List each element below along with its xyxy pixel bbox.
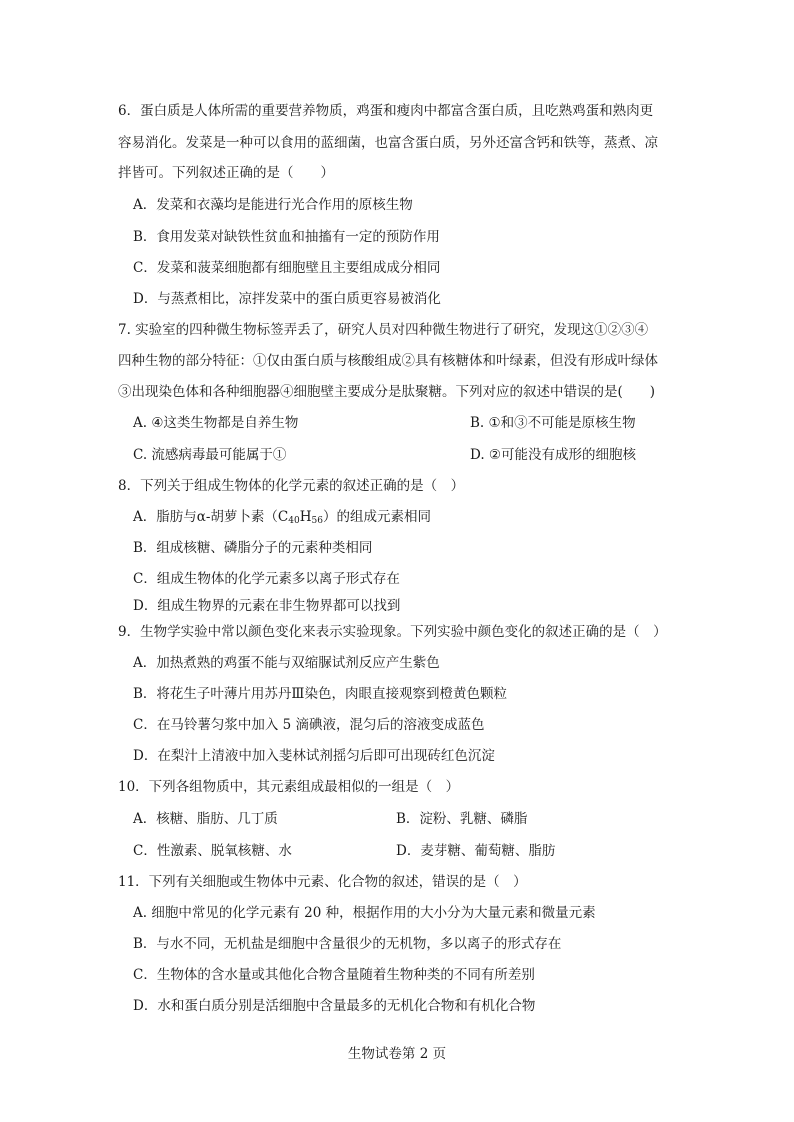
q7-option-a: A. ④这类生物都是自养生物 [133,415,299,431]
page-footer: 生物试卷第 2 页 [347,1046,447,1062]
q10-option-b: B．淀粉、乳糖、磷脂 [396,811,528,827]
q10-option-a: A．核糖、脂肪、几丁质 [133,811,278,827]
q10-option-c: C．性激素、脱氧核糖、水 [133,843,292,859]
q6-option-d: D．与蒸煮相比，凉拌发菜中的蛋白质更容易被消化 [133,291,441,307]
q7-option-b: B. ①和③不可能是原核生物 [470,415,636,431]
q8-option-a-sub-hydrogen: 56 [311,516,323,526]
q11-option-d: D．水和蛋白质分别是活细胞中含量最多的无机化合物和有机化合物 [133,998,536,1014]
q6-stem-line-3: 拌皆可。下列叙述正确的是（ ） [118,165,334,181]
q7-stem-line-3: ③出现染色体和各种细胞器④细胞壁主要成分是肽聚糖。下列对应的叙述中错误的是( ) [118,384,656,400]
q6-option-c: C．发菜和菠菜细胞都有细胞壁且主要组成成分相同 [133,260,441,276]
q8-option-a-sub-carbon: 40 [288,516,300,526]
q7-stem-line-2: 四种生物的部分特征：①仅由蛋白质与核酸组成②具有核糖体和叶绿素，但没有形成叶绿体 [118,353,658,369]
q6-option-a: A．发菜和衣藻均是能进行光合作用的原核生物 [133,197,413,213]
q6-stem-line-2: 容易消化。发菜是一种可以食用的蓝细菌，也富含蛋白质，另外还富含钙和铁等，蒸煮、凉 [118,135,658,151]
q7-option-c: C. 流感病毒最可能属于① [133,447,287,463]
q8-option-a-post: ）的组成元素相同 [322,509,431,525]
q8-option-a [133,507,431,531]
q7-stem-line-1: 7. 实验室的四种微生物标签弄丢了，研究人员对四种微生物进行了研究，发现这①②③④ [118,322,649,338]
q8-option-a-pre: A．脂肪与α-胡萝卜素（C [133,509,289,525]
q9-option-c: C．在马铃薯匀浆中加入 5 滴碘液，混匀后的溶液变成蓝色 [133,717,485,733]
q8-option-d: D．组成生物界的元素在非生物界都可以找到 [133,598,401,614]
q7-option-d: D. ②可能没有成形的细胞核 [470,447,637,463]
q10-option-d: D．麦芽糖、葡萄糖、脂肪 [396,843,556,859]
q8-option-a-mid: H [299,509,312,525]
q11-stem: 11．下列有关细胞或生物体中元素、化合物的叙述，错误的是（ ） [118,874,527,890]
q11-option-c: C．生物体的含水量或其他化合物含量随着生物种类的不同有所差别 [133,967,535,983]
q8-option-b: B．组成核糖、磷脂分子的元素种类相同 [133,540,373,556]
q11-option-b: B．与水不同，无机盐是细胞中含量很少的无机物，多以离子的形式存在 [133,936,562,952]
q6-stem-line-1: 6．蛋白质是人体所需的重要营养物质，鸡蛋和瘦肉中都富含蛋白质，且吃熟鸡蛋和熟肉更 [118,103,654,119]
q9-option-a: A．加热煮熟的鸡蛋不能与双缩脲试剂反应产生紫色 [133,655,440,671]
q10-stem: 10．下列各组物质中，其元素组成最相似的一组是（ ） [118,779,460,795]
q8-stem: 8．下列关于组成生物体的化学元素的叙述正确的是（ ） [118,478,465,494]
q11-option-a: A. 细胞中常见的化学元素有 20 种，根据作用的大小分为大量元素和微量元素 [133,905,596,921]
q6-option-b: B．食用发菜对缺铁性贫血和抽搐有一定的预防作用 [133,229,440,245]
q9-option-b: B．将花生子叶薄片用苏丹Ⅲ染色，肉眼直接观察到橙黄色颗粒 [133,686,507,702]
q9-stem: 9．生物学实验中常以颜色变化来表示实验现象。下列实验中颜色变化的叙述正确的是（ ） [118,624,667,640]
q9-option-d: D．在梨汁上清液中加入斐林试剂摇匀后即可出现砖红色沉淀 [133,748,495,764]
q8-option-c: C．组成生物体的化学元素多以离子形式存在 [133,571,400,587]
